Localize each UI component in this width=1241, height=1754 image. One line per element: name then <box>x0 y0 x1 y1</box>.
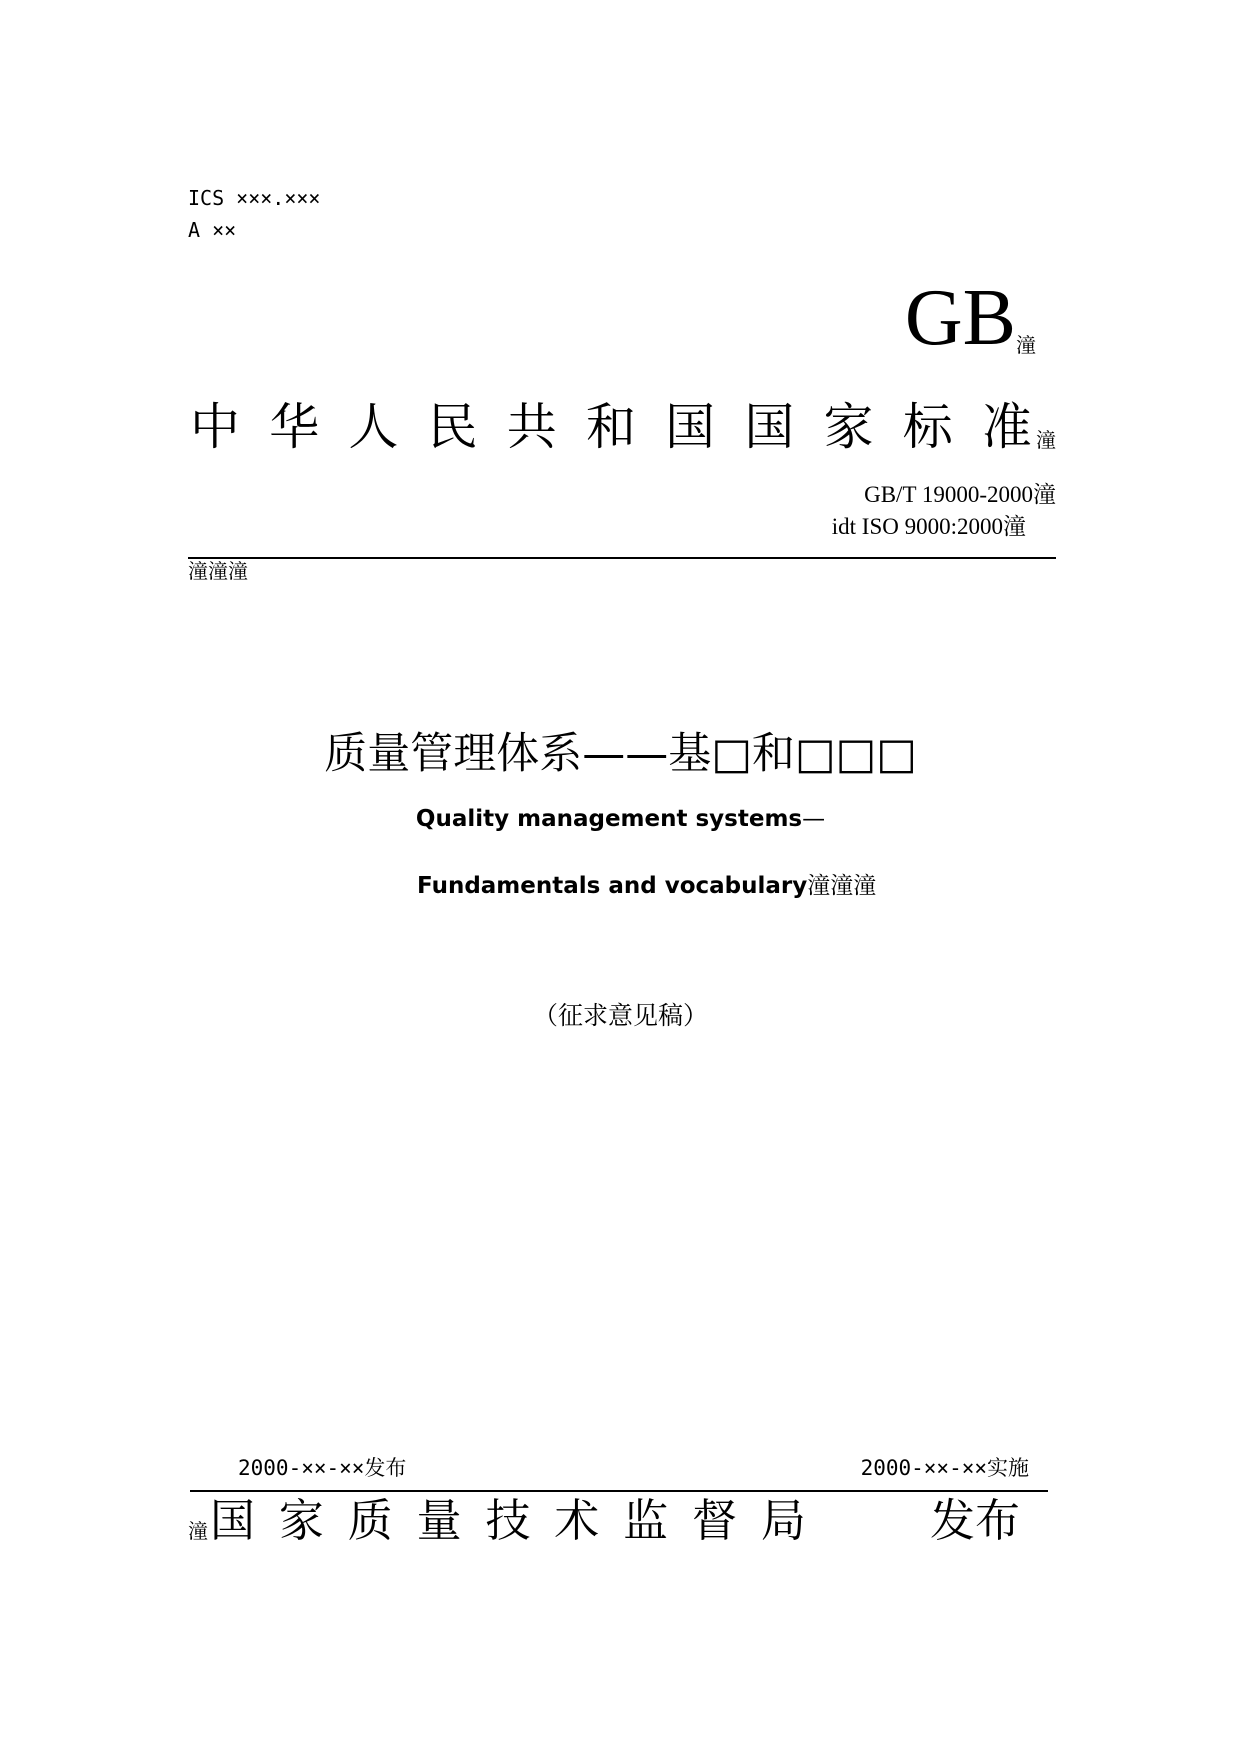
document-title-en-line1 <box>0 808 1241 831</box>
gb-mark-suffix: 潼 <box>1016 335 1036 357</box>
header-rule-caption: 潼潼潼 <box>188 559 248 583</box>
national-standard-title-char: 家 <box>823 398 874 456</box>
issuing-authority-char: 技 <box>485 1494 531 1547</box>
classification-code: A ×× <box>188 218 237 242</box>
header-rule <box>188 557 1056 559</box>
issuing-authority-char: 术 <box>554 1494 600 1547</box>
issuing-authority <box>188 1494 1020 1547</box>
issuing-authority-char: 监 <box>623 1494 669 1547</box>
document-title-en-line2-suffix: 潼潼潼 <box>807 873 877 899</box>
national-standard-title-char: 人 <box>348 398 399 456</box>
document-title-zh: 质量管理体系——基□和□□□ <box>324 729 917 779</box>
national-standard-title-char: 准 <box>981 398 1032 456</box>
gb-mark <box>904 274 1036 362</box>
national-standard-title-suffix: 潼 <box>1036 428 1056 452</box>
national-standard-title-char: 共 <box>506 398 557 456</box>
national-standard-title-char: 中 <box>190 398 240 456</box>
national-standard-title-char: 华 <box>269 398 320 456</box>
issuing-authority-char: 家 <box>278 1494 324 1547</box>
national-standard-title-char: 民 <box>427 398 478 456</box>
document-title-en-line1-dash: — <box>802 806 826 832</box>
document-title-en-line2 <box>417 875 876 898</box>
issuing-authority-char: 量 <box>416 1494 462 1547</box>
national-standard-title-char: 标 <box>902 398 953 456</box>
issuing-authority-char: 国 <box>210 1494 256 1547</box>
issuing-authority-prefix: 潼 <box>188 1519 208 1543</box>
issue-date: 2000-××-××发布 <box>238 1456 407 1480</box>
national-standard-title-char: 国 <box>744 398 795 456</box>
ics-code: ICS ×××.××× <box>188 186 321 210</box>
gb-mark-text: GB <box>904 274 1016 362</box>
national-standard-title-char: 和 <box>585 398 636 456</box>
iso-equivalent-code: idt ISO 9000:2000潼 <box>831 514 1026 539</box>
issuing-authority-chars <box>210 1494 806 1547</box>
issuing-authority-char: 局 <box>760 1494 806 1547</box>
national-standard-title <box>190 398 1056 456</box>
issuing-authority-char: 质 <box>347 1494 393 1547</box>
gb-standard-code: GB/T 19000-2000潼 <box>864 482 1056 507</box>
national-standard-title-chars <box>190 398 1036 456</box>
document-title-en-line2-text: Fundamentals and vocabulary <box>417 873 808 899</box>
document-title-en-line1-text: Quality management systems <box>415 806 803 832</box>
footer-rule <box>190 1490 1048 1492</box>
national-standard-title-char: 国 <box>665 398 716 456</box>
effective-date: 2000-××-××实施 <box>860 1456 1029 1480</box>
issue-word: 发布 <box>929 1494 1020 1547</box>
issuing-authority-char: 督 <box>692 1494 738 1547</box>
draft-note: （征求意见稿） <box>532 1001 708 1030</box>
